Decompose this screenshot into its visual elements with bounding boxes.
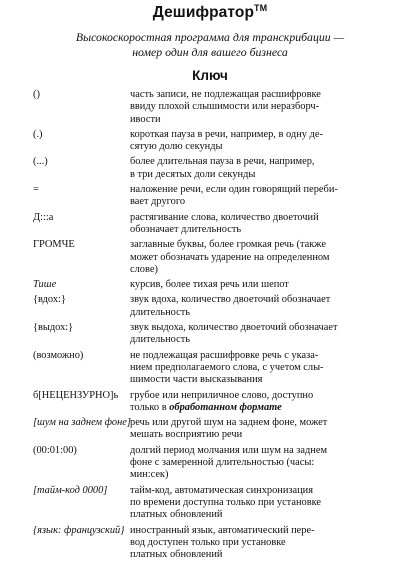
key-description-line: длительность bbox=[130, 306, 191, 318]
key-description bbox=[130, 525, 373, 562]
brand-name: Дешифратор bbox=[152, 4, 255, 21]
key-description-line bbox=[130, 402, 373, 414]
key-description bbox=[130, 279, 373, 291]
key-symbol: {язык: французский} bbox=[33, 524, 125, 536]
key-description-line: часть записи, не подлежащая расшифровке bbox=[130, 89, 321, 100]
key-entry bbox=[0, 129, 420, 154]
key-entry bbox=[0, 390, 420, 415]
brand-title bbox=[0, 3, 420, 22]
key-description-line: речь или другой шум на заднем фоне, может bbox=[130, 417, 328, 429]
key-description bbox=[130, 350, 373, 387]
key-symbol: {выдох:} bbox=[33, 322, 74, 334]
key-description-line: мин:сек) bbox=[130, 469, 169, 481]
key-symbol: ГРОМЧЕ bbox=[33, 239, 75, 251]
key-symbol: Д:::а bbox=[33, 211, 54, 223]
key-description-line: может обозначать ударение на определенном bbox=[130, 251, 330, 263]
key-entry bbox=[0, 156, 420, 181]
key-symbol: (00:01:00) bbox=[33, 444, 77, 456]
key-heading: Ключ bbox=[192, 68, 228, 83]
key-description-line: в три десятых доли секунды bbox=[130, 168, 256, 180]
key-description-line: платных обновлений bbox=[130, 509, 223, 521]
key-description bbox=[130, 184, 373, 209]
tagline-line: номер один для вашего бизнеса bbox=[132, 45, 288, 59]
key-description-line: иностранный язык, автоматический пере- bbox=[130, 524, 315, 536]
key-entry bbox=[0, 525, 420, 562]
key-entry bbox=[0, 322, 420, 347]
key-description-line: нием предполагаемого слова, с учетом слы- bbox=[130, 361, 324, 373]
key-description-line: вает другого bbox=[130, 196, 186, 208]
key-description-line: длительность bbox=[130, 334, 191, 346]
key-symbol: () bbox=[33, 89, 40, 100]
key-description-line: ивости bbox=[130, 113, 161, 125]
key-entry bbox=[0, 294, 420, 319]
key-description bbox=[130, 322, 373, 347]
key-description-line: слове) bbox=[130, 263, 158, 275]
key-description-line: звук выдоха, количество двоеточий обозначает bbox=[130, 322, 338, 334]
key-symbol: Тише bbox=[33, 279, 57, 291]
key-description bbox=[130, 390, 373, 415]
key-description-line: звук вдоха, количество двоеточий обозначает bbox=[130, 294, 331, 306]
key-description-line: вод доступен только при установке bbox=[130, 536, 286, 548]
key-description bbox=[130, 417, 373, 442]
key-description bbox=[130, 294, 373, 319]
tagline-line: Высокоскоростная программа для транскрибации — bbox=[75, 30, 345, 44]
key-entries-list bbox=[0, 89, 420, 564]
key-description-line: курсив, более тихая речь или шепот bbox=[130, 279, 289, 291]
key-entry bbox=[0, 279, 420, 291]
key-description bbox=[130, 212, 373, 237]
key-description-line: долгий период молчания или шум на заднем bbox=[130, 444, 328, 456]
key-description bbox=[130, 156, 373, 181]
key-entry bbox=[0, 485, 420, 522]
key-symbol: = bbox=[33, 184, 39, 196]
key-symbol: (...) bbox=[33, 156, 48, 168]
key-description-line: грубое или неприличное слово, доступно bbox=[130, 389, 314, 401]
key-description-line: тайм-код, автоматическая синхронизация bbox=[130, 484, 314, 496]
key-description-line: обозначает длительность bbox=[130, 223, 242, 235]
key-description-text: только в bbox=[130, 401, 170, 413]
key-entry bbox=[0, 212, 420, 237]
key-description-line: не подлежащая расшифровке речь с указа- bbox=[130, 349, 319, 361]
key-description-line: наложение речи, если один говорящий переби- bbox=[130, 184, 338, 196]
key-symbol: б[НЕЦЕНЗУРНО]ь bbox=[33, 389, 119, 401]
emphasized-term: обработанном формате bbox=[169, 401, 282, 413]
key-symbol: (.) bbox=[33, 128, 43, 140]
key-entry bbox=[0, 89, 420, 126]
key-description-line: ввиду плохой слышимости или неразборч- bbox=[130, 101, 320, 113]
key-entry bbox=[0, 184, 420, 209]
tagline bbox=[40, 30, 380, 60]
key-description bbox=[130, 445, 373, 482]
key-description bbox=[130, 485, 373, 522]
key-description-line: растягивание слова, количество двоеточий bbox=[130, 211, 319, 223]
key-entry bbox=[0, 350, 420, 387]
key-description bbox=[130, 129, 373, 154]
key-description-line: более длительная пауза в речи, например, bbox=[130, 156, 315, 168]
key-symbol: [тайм-код 0000] bbox=[33, 484, 108, 496]
key-description bbox=[130, 239, 373, 276]
key-description bbox=[130, 89, 373, 126]
key-description-line: платных обновлений bbox=[130, 549, 223, 561]
key-description-line: фоне с замеренной длительностью (часы: bbox=[130, 457, 315, 469]
key-description-line: по времени доступна только при установке bbox=[130, 496, 322, 508]
key-description-line: мешать восприятию речи bbox=[130, 429, 243, 441]
key-entry bbox=[0, 417, 420, 442]
key-description-line: заглавные буквы, более громкая речь (также bbox=[130, 239, 326, 251]
key-symbol: [шум на заднем фоне] bbox=[33, 417, 131, 429]
key-symbol: {вдох:} bbox=[33, 294, 66, 306]
key-symbol: (возможно) bbox=[33, 349, 84, 361]
key-entry bbox=[0, 445, 420, 482]
key-description-line: короткая пауза в речи, например, в одну де- bbox=[130, 128, 323, 140]
key-description-line: шимости части высказывания bbox=[130, 374, 263, 386]
key-entry bbox=[0, 239, 420, 276]
trademark-mark: TM bbox=[254, 3, 268, 13]
key-description-line: сятую долю секунды bbox=[130, 141, 223, 153]
